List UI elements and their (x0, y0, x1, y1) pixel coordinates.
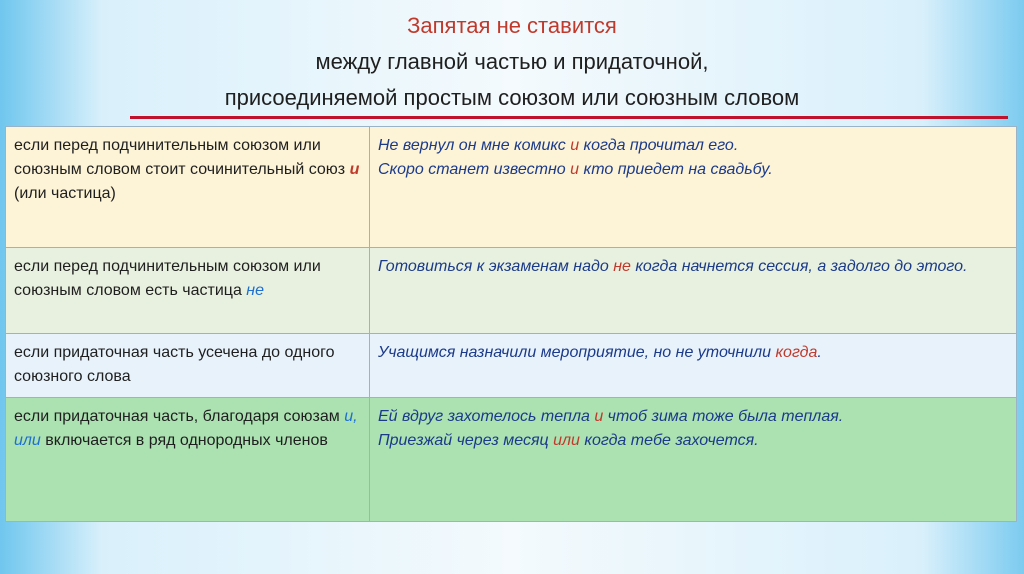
example-text: . (817, 344, 822, 361)
condition-highlight: и, или (14, 408, 358, 449)
condition-after: (или частица) (14, 185, 116, 202)
table-row (6, 334, 1017, 398)
example-text: когда прочитал его. (579, 137, 739, 154)
example-text: Ей вдруг захотелось тепла (378, 408, 595, 425)
condition-highlight: и (349, 161, 360, 178)
title-line-1: Запятая не ставится (407, 13, 617, 38)
example-cell (370, 127, 1017, 248)
example-line (378, 158, 1008, 182)
example-text: кто приедет на свадьбу. (579, 161, 773, 178)
example-text: когда начнется сессия, а задолго до этого. (630, 258, 968, 275)
example-cell (370, 248, 1017, 334)
condition-text: если перед подчинительным союзом или союзным словом есть частица (14, 258, 321, 299)
example-text: Не вернул он мне комикс (378, 137, 571, 154)
slide-title (0, 8, 1024, 116)
example-highlight: и (594, 408, 604, 425)
table-row (6, 248, 1017, 334)
example-text: Готовиться к экзаменам надо (378, 258, 614, 275)
example-cell (370, 334, 1017, 398)
example-highlight: не (613, 258, 631, 275)
example-line (378, 429, 1008, 453)
example-line (378, 405, 1008, 429)
condition-text: если придаточная часть, благодаря союзам (14, 408, 345, 425)
condition-text: если перед подчинительным союзом или союзным словом стоит сочинительный союз (14, 137, 350, 178)
example-cell (370, 398, 1017, 522)
condition-cell (6, 127, 370, 248)
condition-after: включается в ряд однородных членов (40, 432, 328, 449)
example-text: Скоро станет известно (378, 161, 571, 178)
table-row (6, 127, 1017, 248)
example-text: Учащимся назначили мероприятие, но не уточнили (378, 344, 776, 361)
example-text: Приезжай через месяц (378, 432, 554, 449)
title-underline (130, 116, 1008, 119)
example-highlight: и (570, 161, 580, 178)
condition-cell (6, 248, 370, 334)
example-text: когда тебе захочется. (579, 432, 759, 449)
title-line-3: присоединяемой простым союзом или союзным словом (224, 85, 800, 110)
example-line (378, 255, 1008, 279)
example-highlight: и (570, 137, 580, 154)
example-line (378, 134, 1008, 158)
condition-cell (6, 334, 370, 398)
condition-highlight: не (246, 282, 264, 299)
example-highlight: когда (775, 344, 818, 361)
title-line-2: между главной частью и придаточной, (315, 49, 709, 74)
example-highlight: или (553, 432, 580, 449)
example-text: чтоб зима тоже была теплая. (603, 408, 844, 425)
rules-table (5, 126, 1017, 522)
table-row (6, 398, 1017, 522)
example-line (378, 341, 1008, 365)
condition-cell (6, 398, 370, 522)
condition-text: если придаточная часть усечена до одного союзного слова (14, 344, 335, 385)
